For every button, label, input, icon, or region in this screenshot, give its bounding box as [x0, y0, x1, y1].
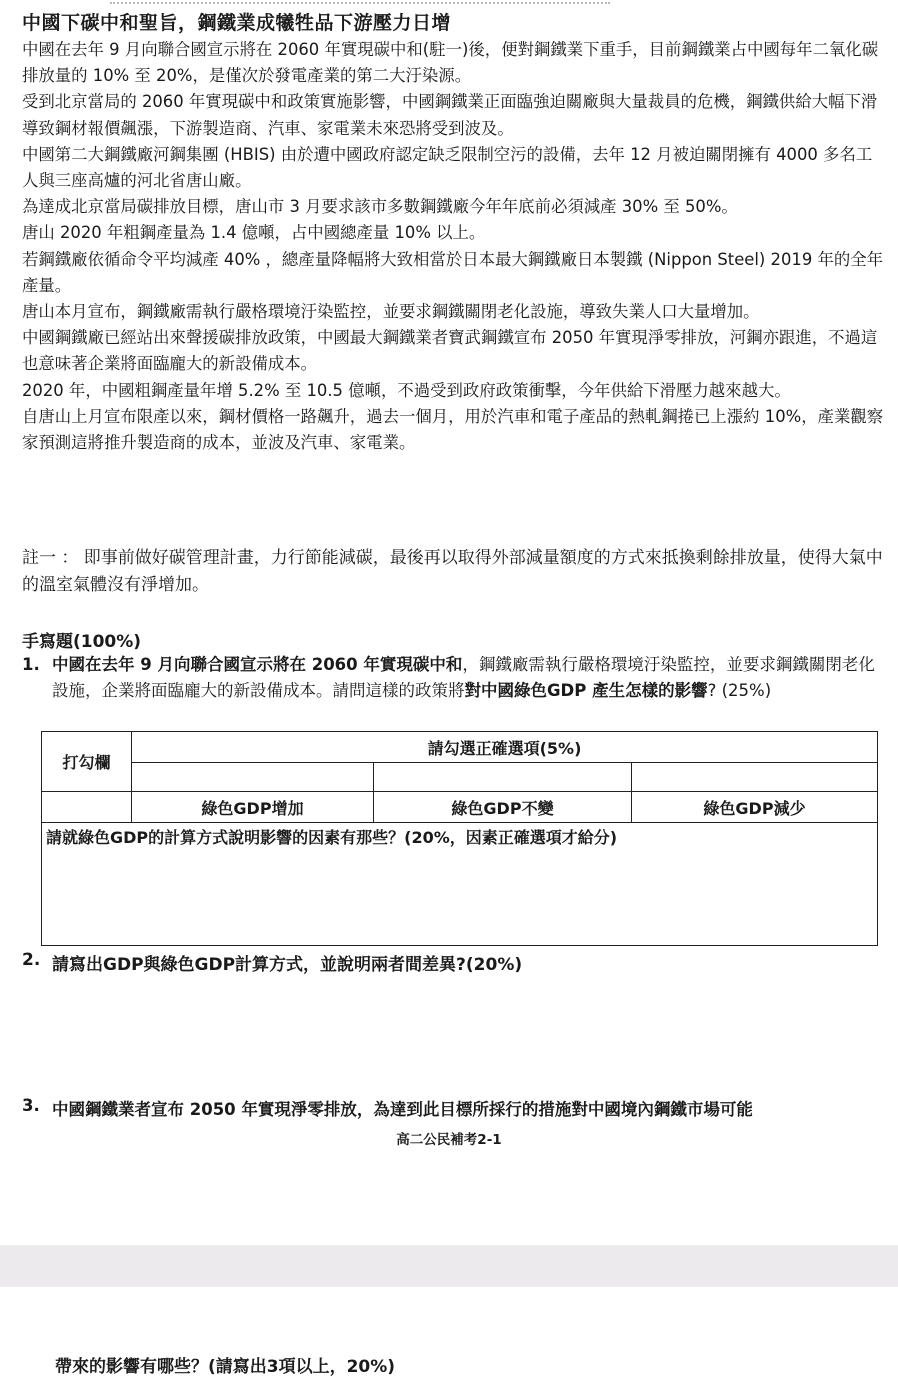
checkbox-column-label: 打勾欄 [42, 732, 132, 792]
paragraph: 受到北京當局的 2060 年實現碳中和政策實施影響，中國鋼鐵業正面臨強迫關廠與大量裁員的危機，鋼鐵供給大幅下滑導致鋼材報價飆漲，下游製造商、汽車、家電業未來恐將受到波及。 [22, 92, 878, 138]
question-text [52, 652, 888, 704]
explanation-prompt: 請就綠色GDP的計算方式說明影響的因素有那些？(20%，因素正確選項才給分) [46, 828, 618, 847]
footnote-text: 註一 ： 即事前做好碳管理計畫，力行節能減碳，最後再以取得外部減量額度的方式來抵換剩餘排放量，使得大氣中的溫室氣體沒有淨增加。 [22, 548, 883, 595]
answer-table-header: 請勾選正確選項(5%) [132, 732, 878, 763]
question-number: 1. [22, 655, 40, 674]
page-footer: 高二公民補考2-1 [396, 1132, 502, 1148]
paragraph: 中國第二大鋼鐵廠河鋼集團 (HBIS) 由於遭中國政府認定缺乏限制空污的設備，去年 12 月被迫關閉擁有 4000 多名工人與三座高爐的河北省唐山廠。 [22, 144, 873, 191]
question-text: 中國鋼鐵業者宣布 2050 年實現淨零排放，為達到此目標所採行的措施對中國境內鋼鐵市場可能 [52, 1100, 753, 1119]
question-number: 3. [22, 1096, 40, 1115]
question-3-continuation: 帶來的影響有哪些？(請寫出3項以上，20%) [55, 1357, 396, 1377]
question-3 [22, 1096, 888, 1120]
question-text: 請寫出GDP與綠色GDP計算方式，並說明兩者間差異?(20%) [52, 955, 523, 975]
article-body [22, 37, 888, 456]
option-label: 綠色GDP增加 [132, 792, 374, 823]
article-title: 中國下碳中和聖旨，鋼鐵業成犧牲品下游壓力日增 [22, 12, 452, 34]
option-label: 綠色GDP減少 [632, 792, 878, 823]
paragraph: 為達成北京當局碳排放目標，唐山市 3 月要求該市多數鋼鐵廠今年年底前必須減產 30% 至 50%。 [22, 197, 738, 217]
question-1 [22, 652, 888, 704]
checkbox-cell-increase[interactable] [132, 763, 374, 792]
question-text-bold: 中國在去年 9 月向聯合國宣示將在 2060 年實現碳中和 [52, 655, 463, 674]
paragraph: 自唐山上月宣布限產以來，鋼材價格一路飆升，過去一個月，用於汽車和電子產品的熱軋鋼捲已上漲約 10%，產業觀察家預測這將推升製造商的成本，並波及汽車、家電業。 [22, 406, 884, 453]
paragraph: 2020 年，中國粗鋼產量年增 5.2% 至 10.5 億噸，不過受到政府政策衝擊，今年供給下滑壓力越來越大。 [22, 380, 791, 400]
question-text-bold: 對中國綠色GDP 產生怎樣的影響 [464, 681, 708, 700]
paragraph: 唐山 2020 年粗鋼產量為 1.4 億噸，占中國總產量 10% 以上。 [22, 223, 486, 243]
paragraph: 若鋼鐵廠依循命令平均減產 40% ，總產量降幅將大致相當於日本最大鋼鐵廠日本製鐵 (Nippon Steel) 2019 年的全年產量。 [22, 249, 884, 295]
question-text-normal: ，鋼鐵廠需執行嚴格環境汙染監控，並要求鋼鐵關閉老化設施，企業將面臨龐大的新設備成本。請問這樣的政策將 [52, 655, 875, 700]
homework-heading: 手寫題(100%) [22, 632, 142, 652]
question-number: 2. [22, 950, 41, 970]
paragraph: 中國鋼鐵廠已經站出來聲援碳排放政策，中國最大鋼鐵業者寶武鋼鐵宣布 2050 年實現淨零排放，河鋼亦跟進，不過這也意味著企業將面臨龐大的新設備成本。 [22, 328, 878, 374]
footnote [22, 545, 888, 599]
checkbox-cell-decrease[interactable] [632, 763, 878, 792]
cropped-top-line [110, 0, 610, 4]
paragraph: 唐山本月宣布，鋼鐵廠需執行嚴格環境汙染監控，並要求鋼鐵關閉老化設施，導致失業人口大量增加。 [22, 302, 760, 322]
paragraph: 中國在去年 9 月向聯合國宣示將在 2060 年實現碳中和(駐一)後，便對鋼鐵業下重手，目前鋼鐵業占中國每年二氧化碳排放量的 10% 至 20%，是僅次於發電產業的第二大汙染源。 [22, 40, 879, 86]
checkbox-cell-unchanged[interactable] [374, 763, 632, 792]
answer-table [41, 731, 878, 946]
explanation-answer-box[interactable] [42, 823, 878, 946]
option-label: 綠色GDP不變 [374, 792, 632, 823]
question-2 [22, 950, 522, 975]
question-points: ? (25%) [707, 681, 772, 700]
empty-cell [42, 792, 132, 823]
page-gap [0, 1245, 898, 1287]
